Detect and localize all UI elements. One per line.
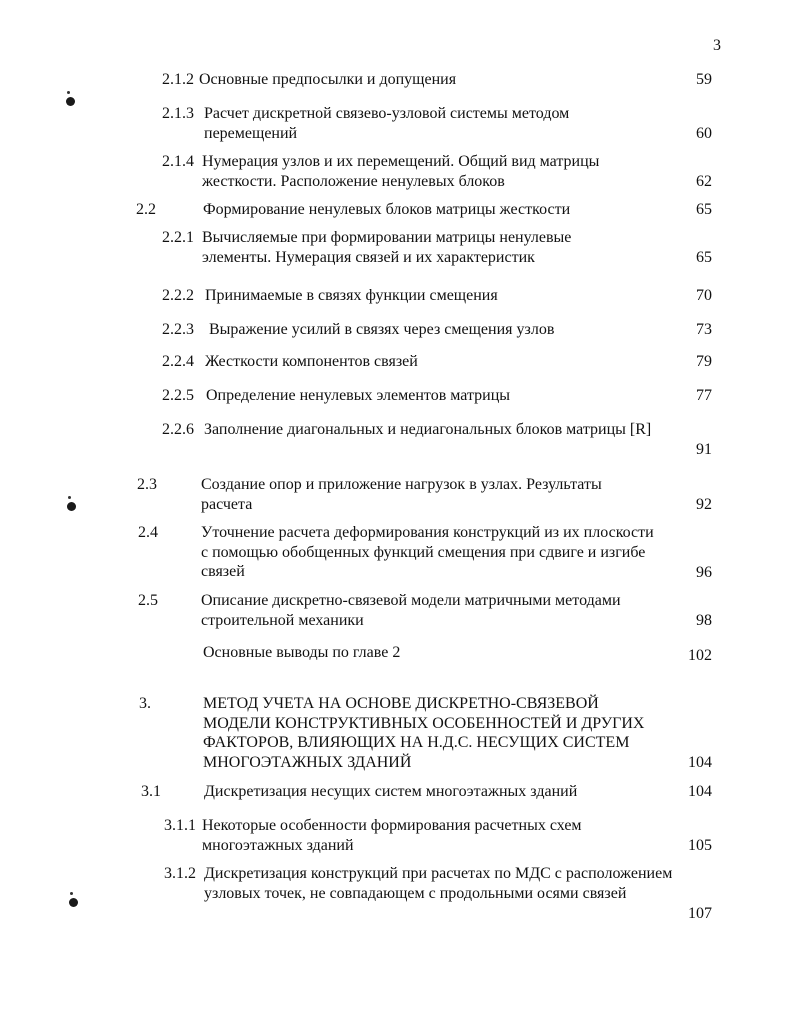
toc-entry-title: Создание опор и приложение нагрузок в узлах. Результаты расчета xyxy=(201,476,602,513)
binding-hole-mark xyxy=(66,97,75,106)
toc-entry-page: 77 xyxy=(696,387,712,404)
toc-entry-number: 3.1.2 xyxy=(164,865,196,882)
toc-entry-title: МЕТОД УЧЕТА НА ОСНОВЕ ДИСКРЕТНО-СВЯЗЕВОЙ МОДЕЛИ КОНСТРУКТИВНЫХ ОСОБЕННОСТЕЙ И ДРУГИХ ФАКТОРОВ, ВЛИЯЮЩИХ НА Н.Д.С. НЕСУЩИХ СИСТЕМ МНОГОЭТАЖНЫХ ЗДАНИЙ xyxy=(203,695,645,771)
toc-entry-number: 3.1.1 xyxy=(164,817,196,834)
toc-entry-number: 2.1.3 xyxy=(162,105,194,122)
toc-entry-page: 70 xyxy=(696,287,712,304)
toc-entry-number: 2.3 xyxy=(137,476,157,493)
toc-entry-page: 104 xyxy=(688,754,712,771)
toc-entry-title: Вычисляемые при формировании матрицы ненулевые элементы. Нумерация связей и их характеристик xyxy=(202,229,572,266)
toc-entry-title: Принимаемые в связях функции смещения xyxy=(205,287,498,304)
toc-entry-page: 98 xyxy=(696,612,712,629)
toc-entry-number: 2.1.2 xyxy=(162,71,194,88)
toc-entry-page: 65 xyxy=(696,249,712,266)
toc-entry-page: 60 xyxy=(696,125,712,142)
toc-entry-page: 79 xyxy=(696,353,712,370)
toc-entry-page: 92 xyxy=(696,496,712,513)
toc-entry-page: 96 xyxy=(696,564,712,581)
toc-entry-number: 2.2.3 xyxy=(162,321,194,338)
toc-entry-title: Нумерация узлов и их перемещений. Общий вид матрицы жесткости. Расположение ненулевых блоков xyxy=(202,153,600,190)
toc-entry-page: 73 xyxy=(696,321,712,338)
toc-entry-number: 2.2.5 xyxy=(162,387,194,404)
toc-entry-number: 3.1 xyxy=(141,783,161,800)
toc-entry-title: Описание дискретно-связевой модели матричными методами строительной механики xyxy=(201,592,621,629)
toc-entry-page: 91 xyxy=(696,441,712,458)
page-number: 3 xyxy=(713,37,721,54)
toc-entry-number: 2.2 xyxy=(136,201,156,218)
toc-entry-title: Жесткости компонентов связей xyxy=(205,353,418,370)
binding-hole-mark xyxy=(69,898,78,907)
toc-entry-title: Основные выводы по главе 2 xyxy=(203,644,401,661)
toc-entry-title: Заполнение диагональных и недиагональных блоков матрицы [R] xyxy=(204,421,652,438)
toc-entry-number: 2.5 xyxy=(138,592,158,609)
toc-entry-title: Некоторые особенности формирования расчетных схем многоэтажных зданий xyxy=(202,817,582,854)
toc-entry-number: 2.2.6 xyxy=(162,421,194,438)
toc-entry-title: Расчет дискретной связево-узловой системы методом перемещений xyxy=(204,105,570,142)
toc-entry-number: 2.2.4 xyxy=(162,353,194,370)
toc-entry-title: Дискретизация несущих систем многоэтажных зданий xyxy=(204,783,578,800)
toc-entry-number: 2.1.4 xyxy=(162,153,194,170)
toc-entry-number: 2.2.2 xyxy=(162,287,194,304)
toc-entry-title: Выражение усилий в связях через смещения узлов xyxy=(209,321,555,338)
toc-entry-page: 107 xyxy=(688,905,712,922)
toc-entry-page: 59 xyxy=(696,71,712,88)
toc-entry-title: Основные предпосылки и допущения xyxy=(199,71,457,88)
toc-entry-title: Определение ненулевых элементов матрицы xyxy=(206,387,511,404)
toc-entry-number: 3. xyxy=(139,695,151,712)
toc-entry-page: 105 xyxy=(688,837,712,854)
toc-entry-title: Формирование ненулевых блоков матрицы жесткости xyxy=(203,201,571,218)
toc-entry-title: Дискретизация конструкций при расчетах по МДС с расположением узловых точек, не совпадающем с продольными осями связей xyxy=(204,865,673,902)
toc-entry-page: 62 xyxy=(696,173,712,190)
toc-entry-page: 102 xyxy=(688,647,712,664)
binding-hole-mark xyxy=(67,502,76,511)
toc-entry-number: 2.4 xyxy=(138,524,158,541)
toc-entry-title: Уточнение расчета деформирования конструкций из их плоскости с помощью обобщенных функций смещения при сдвиге и изгибе связей xyxy=(201,524,654,580)
toc-entry-page: 104 xyxy=(688,783,712,800)
toc-entry-page: 65 xyxy=(696,201,712,218)
toc-entry-number: 2.2.1 xyxy=(162,229,194,246)
